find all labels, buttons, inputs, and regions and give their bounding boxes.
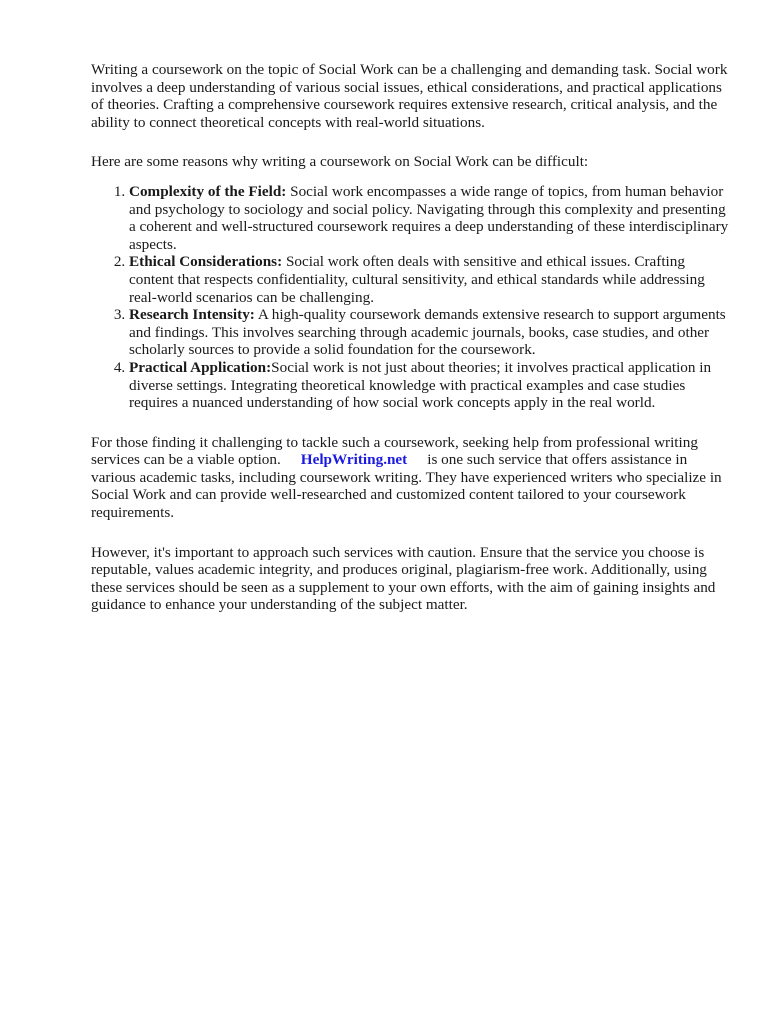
list-item (129, 253, 731, 306)
intro-paragraph: Writing a coursework on the topic of Social Work can be a challenging and demanding task. Social work involves a deep understanding of various social issues, ethical considerations, and practical applications of theories. Crafting a comprehensive coursework requires extensive research, critical analysis, and the ability to connect theoretical concepts with real-world situations. (91, 61, 728, 131)
help-paragraph (91, 434, 731, 522)
reason-text: Social work encompasses a wide range of topics, from human behavior and psychology to sociology and social policy. Navigating through this complexity and presenting a coherent and well-structured coursework requires a deep understanding of these interdisciplinary aspects. (129, 182, 729, 253)
reason-text: Social work is not just about theories; it involves practical application in diverse settings. Integrating theoretical knowledge with practical examples and case studies requires a nuanced understanding of how social work concepts apply in the real world. (129, 358, 712, 412)
helpwriting-link[interactable]: HelpWriting.net (300, 451, 408, 469)
reason-title: Ethical Considerations: (129, 253, 283, 271)
help-text-before: For those finding it challenging to tackle such a coursework, seeking help from professional writing services can be a viable option. (91, 433, 698, 469)
reason-title: Research Intensity: (129, 306, 255, 324)
help-text-after: is one such service that offers assistance in various academic tasks, including coursework writing. They have experienced writers who specialize in Social Work and can provide well-researched and customized content tailored to your coursework requirements. (91, 451, 722, 522)
reason-text: A high-quality coursework demands extensive research to support arguments and findings. This involves searching through academic journals, books, case studies, and other scholarly sources to provide a solid foundation for the coursework. (129, 306, 726, 359)
list-item (129, 359, 731, 412)
document-page (91, 61, 731, 614)
list-item (129, 306, 731, 359)
reason-title: Practical Application: (129, 358, 272, 376)
reason-title: Complexity of the Field: (129, 182, 287, 200)
list-item (129, 183, 731, 253)
caution-paragraph: However, it's important to approach such services with caution. Ensure that the service you choose is reputable, values academic integrity, and produces original, plagiarism-free work. Additionally, using these services should be seen as a supplement to your own efforts, with the aim of gaining insights and guidance to enhance your understanding of the subject matter. (91, 543, 716, 614)
reasons-list (91, 183, 731, 412)
reasons-lead-paragraph: Here are some reasons why writing a coursework on Social Work can be difficult: (91, 153, 589, 171)
reason-text: Social work often deals with sensitive and ethical issues. Crafting content that respects confidentiality, cultural sensitivity, and ethical standards while addressing real-world scenarios can be challenging. (129, 253, 705, 306)
